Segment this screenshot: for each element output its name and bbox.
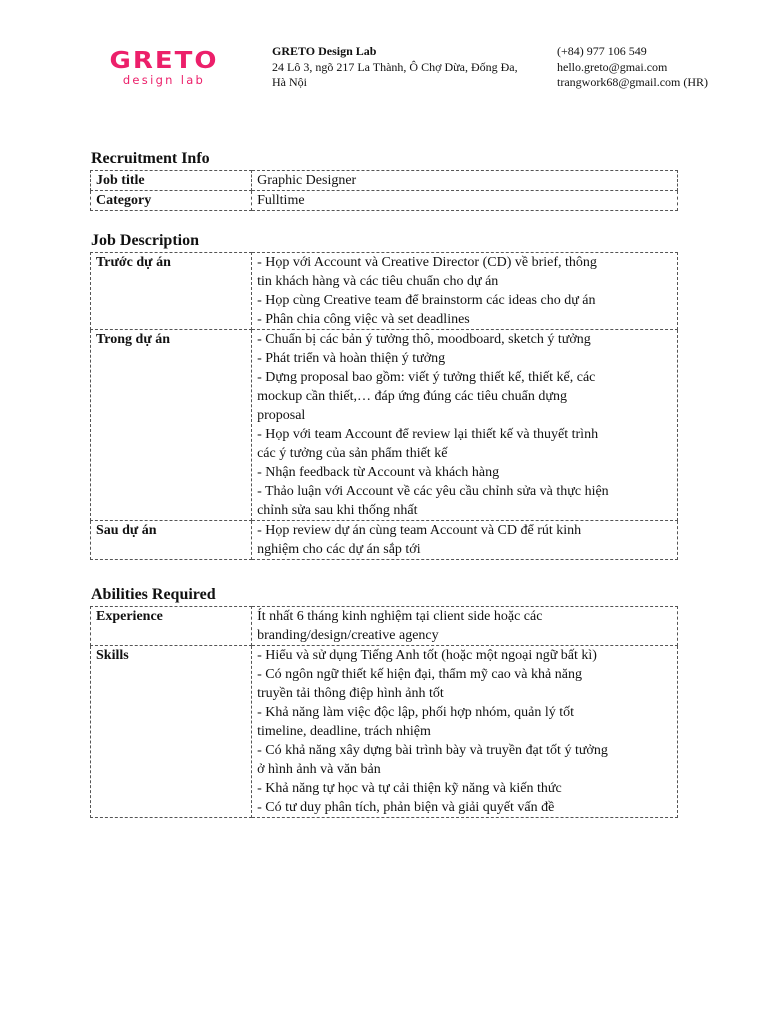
list-item: mockup cần thiết,… đáp ứng đúng các tiêu chuẩn dựng xyxy=(257,389,567,404)
row-value xyxy=(252,607,678,646)
list-item: Ít nhất 6 tháng kinh nghiệm tại client side hoặc các xyxy=(257,609,543,624)
row-value: Fulltime xyxy=(252,191,678,211)
list-item: các ý tưởng của sản phẩm thiết kế xyxy=(257,446,448,461)
company-address-line1: 24 Lô 3, ngõ 217 La Thành, Ô Chợ Dừa, Đống Đa, xyxy=(272,59,518,74)
row-label: Trước dự án xyxy=(91,253,252,330)
list-item: proposal xyxy=(257,408,306,423)
row-label: Experience xyxy=(91,607,252,646)
contact-block xyxy=(557,44,757,91)
list-item: chỉnh sửa sau khi thống nhất xyxy=(257,503,418,518)
list-item: - Nhận feedback từ Account và khách hàng xyxy=(257,465,500,480)
contact-email-hr: trangwork68@gmail.com (HR) xyxy=(557,75,709,89)
section-title-job-description: Job Description xyxy=(91,232,199,249)
row-label: Category xyxy=(91,191,252,211)
list-item: tin khách hàng và các tiêu chuẩn cho dự án xyxy=(257,274,499,289)
row-label: Trong dự án xyxy=(91,330,252,521)
list-item: - Họp review dự án cùng team Account và CD để rút kinh xyxy=(257,523,582,538)
list-item: - Họp với team Account để review lại thiết kế và thuyết trình xyxy=(257,427,599,442)
list-item: - Phân chia công việc và set deadlines xyxy=(257,312,470,327)
table-row xyxy=(91,191,678,211)
table-row xyxy=(91,607,678,646)
list-item: - Họp với Account và Creative Director (CD) về brief, thông xyxy=(257,255,597,270)
row-value xyxy=(252,521,678,560)
row-value xyxy=(252,646,678,818)
recruitment-info-table xyxy=(90,170,678,211)
row-label: Skills xyxy=(91,646,252,818)
abilities-table xyxy=(90,606,678,818)
list-item: - Chuẩn bị các bản ý tưởng thô, moodboard, sketch ý tưởng xyxy=(257,332,591,347)
greto-logo xyxy=(101,47,227,87)
letterhead xyxy=(0,44,768,94)
job-description-table xyxy=(90,252,678,560)
table-row xyxy=(91,521,678,560)
company-name: GRETO Design Lab xyxy=(272,44,377,58)
list-item: - Khả năng tự học và tự cải thiện kỹ năng và kiến thức xyxy=(257,781,562,796)
list-item: - Có khả năng xây dựng bài trình bày và truyền đạt tốt ý tưởng xyxy=(257,743,608,758)
row-value xyxy=(252,253,678,330)
row-label: Job title xyxy=(91,171,252,191)
list-item: - Khả năng làm việc độc lập, phối hợp nhóm, quản lý tốt xyxy=(257,705,574,720)
list-item: truyền tải thông điệp hình ảnh tốt xyxy=(257,686,444,701)
section-title-recruitment-info: Recruitment Info xyxy=(91,150,210,167)
table-row xyxy=(91,330,678,521)
list-item: ở hình ảnh và văn bản xyxy=(257,762,381,777)
list-item: timeline, deadline, trách nhiệm xyxy=(257,724,431,739)
row-value: Graphic Designer xyxy=(252,171,678,191)
company-address-line2: Hà Nội xyxy=(272,75,307,89)
row-label: Sau dự án xyxy=(91,521,252,560)
list-item: - Có ngôn ngữ thiết kế hiện đại, thẩm mỹ cao và khả năng xyxy=(257,667,582,682)
contact-email: hello.greto@gmai.com xyxy=(557,59,668,74)
list-item: - Thảo luận với Account về các yêu cầu chỉnh sửa và thực hiện xyxy=(257,484,609,499)
logo-wordmark: GRETO xyxy=(109,47,219,75)
list-item: - Họp cùng Creative team để brainstorm các ideas cho dự án xyxy=(257,293,596,308)
row-value xyxy=(252,330,678,521)
table-row xyxy=(91,646,678,818)
company-block xyxy=(272,44,542,91)
list-item: - Dựng proposal bao gồm: viết ý tưởng thiết kế, thiết kế, các xyxy=(257,370,596,385)
section-title-abilities-required: Abilities Required xyxy=(91,586,216,603)
table-row xyxy=(91,171,678,191)
contact-phone: (+84) 977 106 549 xyxy=(557,44,647,58)
list-item: - Phát triển và hoàn thiện ý tưởng xyxy=(257,351,446,366)
list-item: - Hiểu và sử dụng Tiếng Anh tốt (hoặc một ngoại ngữ bất kì) xyxy=(257,648,597,663)
list-item: nghiệm cho các dự án sắp tới xyxy=(257,542,421,557)
list-item: branding/design/creative agency xyxy=(257,628,439,643)
logo-tagline: design lab xyxy=(122,73,206,87)
list-item: - Có tư duy phân tích, phản biện và giải quyết vấn đề xyxy=(257,800,555,815)
table-row xyxy=(91,253,678,330)
